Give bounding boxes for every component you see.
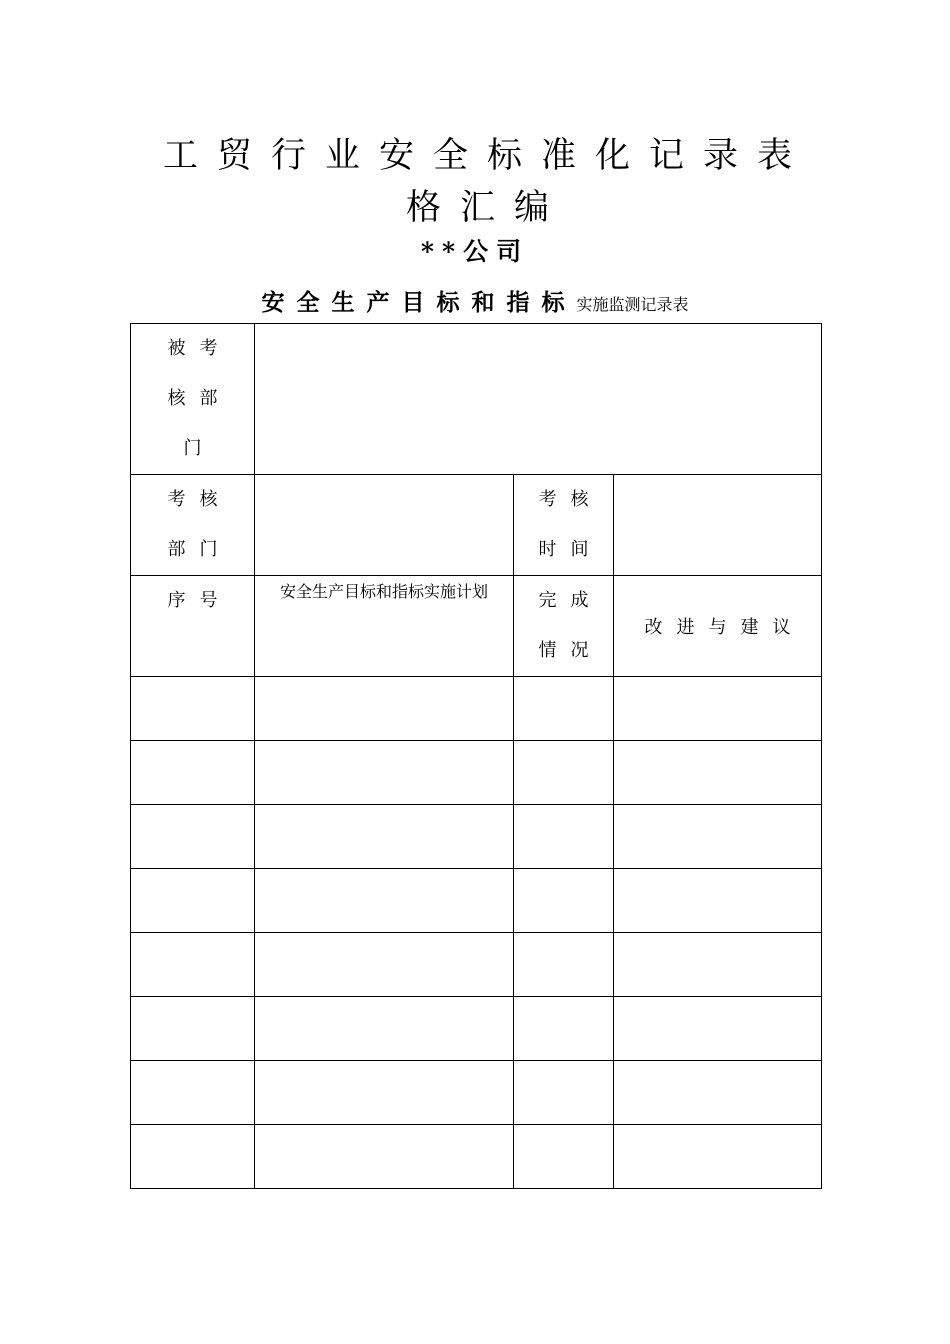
table-row [131, 933, 822, 997]
suggestion-cell[interactable] [614, 805, 822, 869]
plan-header: 安全生产目标和指标实施计划 [255, 576, 514, 677]
examined-dept-row [131, 324, 822, 475]
completion-cell[interactable] [514, 933, 614, 997]
form-title [0, 284, 950, 317]
serial-cell[interactable] [131, 741, 255, 805]
serial-cell[interactable] [131, 933, 255, 997]
completion-cell[interactable] [514, 677, 614, 741]
table-row [131, 869, 822, 933]
company-name: **公司 [420, 237, 530, 266]
form-title-sub: 实施监测记录表 [576, 295, 689, 314]
serial-cell[interactable] [131, 805, 255, 869]
plan-cell[interactable] [255, 805, 514, 869]
examiner-row [131, 475, 822, 576]
completion-cell[interactable] [514, 997, 614, 1061]
document-title-line2: 格汇编 [405, 188, 568, 228]
serial-header: 序号 [131, 576, 255, 677]
table-row [131, 677, 822, 741]
table-row [131, 741, 822, 805]
suggestion-cell[interactable] [614, 933, 822, 997]
plan-cell[interactable] [255, 997, 514, 1061]
plan-cell[interactable] [255, 1125, 514, 1189]
data-rows [131, 677, 822, 1189]
serial-cell[interactable] [131, 677, 255, 741]
suggestion-cell[interactable] [614, 677, 822, 741]
table-row [131, 1125, 822, 1189]
suggestion-cell[interactable] [614, 1125, 822, 1189]
suggestion-cell[interactable] [614, 997, 822, 1061]
suggestion-cell[interactable] [614, 869, 822, 933]
completion-cell[interactable] [514, 869, 614, 933]
completion-cell[interactable] [514, 805, 614, 869]
table-row [131, 997, 822, 1061]
suggestion-cell[interactable] [614, 1061, 822, 1125]
table-row [131, 1061, 822, 1125]
examiner-dept-field[interactable] [255, 475, 514, 576]
plan-cell[interactable] [255, 869, 514, 933]
header-row [131, 576, 822, 677]
plan-cell[interactable] [255, 933, 514, 997]
exam-time-field[interactable] [614, 475, 822, 576]
completion-cell[interactable] [514, 1125, 614, 1189]
plan-cell[interactable] [255, 741, 514, 805]
examined-dept-label: 被考 核部 门 [131, 324, 255, 475]
examined-dept-field[interactable] [255, 324, 822, 475]
suggestion-cell[interactable] [614, 741, 822, 805]
serial-cell[interactable] [131, 869, 255, 933]
completion-cell[interactable] [514, 741, 614, 805]
serial-cell[interactable] [131, 997, 255, 1061]
plan-cell[interactable] [255, 1061, 514, 1125]
exam-time-label: 考核 时间 [514, 475, 614, 576]
suggestion-header: 改进与建议 [614, 576, 822, 677]
serial-cell[interactable] [131, 1061, 255, 1125]
table-row [131, 805, 822, 869]
serial-cell[interactable] [131, 1125, 255, 1189]
plan-cell[interactable] [255, 677, 514, 741]
completion-cell[interactable] [514, 1061, 614, 1125]
document-title-line1: 工贸行业安全标准化记录表 [162, 136, 811, 176]
completion-header: 完成 情况 [514, 576, 614, 677]
examiner-dept-label: 考核 部门 [131, 475, 255, 576]
form-title-main: 安全生产目标和指标 [261, 289, 577, 316]
record-table [130, 323, 822, 1189]
